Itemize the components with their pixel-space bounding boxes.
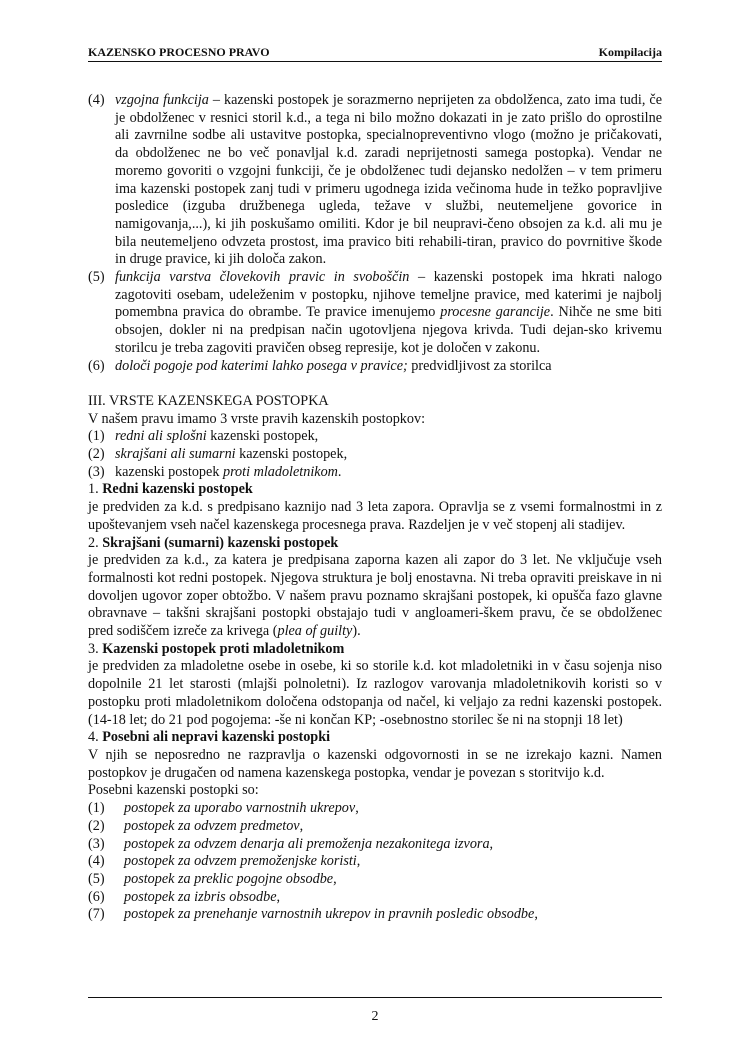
- subsection-body-3: je predviden za mladoletne osebe in osebe, ki so storile k.d. kot mladoletniki in v času sojenja niso dopolnile 21 let starosti (mlajši polnoletni). Iz razlogov varovanja mladoletnikovih koristi so v postopku proti mladoletnikom določena odstopanja od načel, ki veljajo za redni kazenski postopek. (14-18 let; do 21 pod pogojema: -še ni končan KP; -osebnostno storilec še ni na stopnji 18 let): [88, 658, 662, 728]
- header-title: KAZENSKO PROCESNO PRAVO: [88, 45, 270, 59]
- subsection-number: 3.: [88, 640, 103, 657]
- item-punct: ,: [276, 888, 281, 905]
- item-punct: ,: [333, 870, 337, 887]
- body-text: je predviden za k.d., za katera je predpisana zaporna kazen ali zapor do 3 let. Ne vključuje vseh formalnosti kot redni postopek. Njegova struktura je bolj enostavna. Ni treba opraviti preiskave in ni dovoljen ugovor zoper obtožbo. V našem pravu poznamo skrajšani postopek, ki opušča fazo glavne obravnave – takšni skrajšani postopki obstajajo tudi v angloameri-škem pravu, če se obdolženec pred sodiščem izreče za krivega (: [88, 552, 662, 640]
- special-item-6: [88, 889, 662, 907]
- footer-divider: [88, 997, 662, 998]
- subsection-heading-1: [88, 481, 662, 499]
- subsection-body-2: [88, 552, 662, 641]
- item-number: (7): [88, 906, 105, 923]
- spacer: [88, 375, 662, 393]
- item-number: (1): [88, 428, 105, 445]
- special-list-intro: Posebni kazenski postopki so:: [88, 782, 259, 799]
- item-text: kazenski postopek: [115, 463, 223, 480]
- item-text: postopek za odvzem denarja ali premoženja nezakonitega izvora: [124, 835, 490, 852]
- subsection-body-4: V njih se neposredno ne razpravlja o kazenski odgovornosti in se ne izrekajo kazni. Namen postopkov je drugačen od namena kazenskega postopka, vendar je povezan s storitvijo k.d.: [88, 747, 662, 781]
- item-text: postopek za izbris obsodbe: [124, 888, 277, 905]
- item-punct: ,: [534, 906, 538, 923]
- special-item-5: [88, 871, 662, 889]
- item-term: skrajšani ali sumarni: [115, 446, 236, 463]
- function-item-4: [88, 92, 662, 269]
- item-term: redni ali splošni: [115, 428, 207, 445]
- item-number: (4): [88, 92, 105, 108]
- subsection-number: 4.: [88, 729, 103, 746]
- function-item-6: [88, 358, 662, 376]
- subsection-title: Redni kazenski postopek: [102, 481, 253, 498]
- subsection-title: Posebni ali nepravi kazenski postopki: [102, 729, 331, 746]
- page-number: 2: [371, 1009, 379, 1024]
- item-text: postopek za uporabo varnostnih ukrepov: [124, 800, 356, 817]
- item-text: postopek za odvzem premoženjske koristi: [124, 853, 357, 870]
- section-heading: III. VRSTE KAZENSKEGA POSTOPKA: [88, 392, 329, 409]
- item-number: (6): [88, 888, 105, 905]
- special-item-1: [88, 800, 662, 818]
- item-text: – kazenski postopek ima hkrati nalogo zagotoviti osebam, udeleženim v postopku, njihove temeljne pravice, med katerimi je najbolj pomembna pravica do obrambe. Te pravice imenujemo: [115, 269, 662, 321]
- item-punct: ,: [356, 853, 361, 870]
- item-term-2: procesne garancije: [440, 304, 551, 321]
- type-item-3: [88, 464, 662, 482]
- item-text: postopek za odvzem predmetov: [124, 817, 300, 834]
- special-item-4: [88, 853, 662, 871]
- subsection-body-1: je predviden za k.d. s predpisano kaznijo nad 3 leta zapora. Opravlja se z vsemi formalnostmi in z upoštevanjem vseh načel kazenskega procesnega prava. Razdeljen je v več stopenj ali stadijev.: [88, 499, 662, 533]
- item-term: vzgojna funkcija: [115, 92, 209, 108]
- item-number: (5): [88, 870, 105, 887]
- function-item-5: [88, 269, 662, 358]
- item-text-2: . Nihče ne sme biti obsojen, dokler ni na predpisan način ugotovljena njegova krivda. Tudi dejan-sko krivemu storilcu je treba zagoviti pravičen obseg represije, kot je določen v zakonu.: [115, 304, 662, 356]
- item-term: določi pogoje pod katerimi lahko posega v pravice;: [115, 357, 408, 374]
- item-number: (6): [88, 357, 105, 374]
- item-number: (2): [88, 446, 105, 463]
- type-item-1: [88, 428, 662, 446]
- item-number: (5): [88, 269, 105, 286]
- subsection-heading-3: [88, 641, 662, 659]
- item-punct: ,: [355, 800, 359, 817]
- item-number: (4): [88, 853, 105, 870]
- item-text: kazenski postopek,: [235, 446, 348, 463]
- special-item-3: [88, 836, 662, 854]
- item-punct: ,: [299, 817, 304, 834]
- header-label: Kompilacija: [598, 45, 662, 59]
- special-item-2: [88, 818, 662, 836]
- item-text: predvidljivost za storilca: [407, 357, 552, 374]
- running-header: [88, 44, 662, 62]
- subsection-number: 1.: [88, 481, 103, 498]
- subsection-number: 2.: [88, 534, 103, 551]
- item-number: (1): [88, 800, 105, 817]
- body-italic: plea of guilty: [277, 623, 353, 640]
- page-content: [88, 92, 662, 924]
- body-end: ).: [352, 623, 361, 640]
- subsection-heading-2: [88, 535, 662, 553]
- subsection-title: Kazenski postopek proti mladoletnikom: [102, 640, 345, 657]
- section-intro: V našem pravu imamo 3 vrste pravih kazenskih postopkov:: [88, 410, 426, 427]
- item-punct: ,: [489, 835, 494, 852]
- special-item-7: [88, 906, 662, 924]
- item-number: (3): [88, 835, 105, 852]
- item-text: kazenski postopek,: [206, 428, 319, 445]
- item-text: postopek za preklic pogojne obsodbe: [124, 870, 334, 887]
- item-number: (2): [88, 817, 105, 834]
- item-number: (3): [88, 463, 105, 480]
- type-item-2: [88, 446, 662, 464]
- item-term: proti mladoletnikom: [222, 463, 338, 480]
- item-text: – kazenski postopek je sorazmerno neprijeten za obdolženca, zato ima tudi, če je obdolženec v resnici storil k.d., a tega ni bilo možno dokazati in je zato prišlo do oprostilne ali zavrnilne sodbe ali ustavitve postopka, specialnopreventivno vlogo (možno je pričakovati, da obdolženec ne bo več ponavljal k.d. zaradi neprijetnosti samega postopka). Vendar ne moremo govoriti o vzgojni funkciji, če je obdolženec tudi dejansko nedolžen – v tem primeru ima kazenski postopek zanj tudi v primeru ugodnega izida večinoma hude in težko popravljive posledice (izguba družbenega ugleda, težave v službi, neutemeljene govorice in namigovanja,...), ki jih poskušamo omiliti. Kdor je bil neupravi-čeno obsojen za k.d. ali mu je bila neutemeljeno odvzeta prostost, ima pravico biti rehabili-tiran, pravico do povrnitive škode in druge pravice, ki jih določa zakon.: [115, 92, 662, 268]
- subsection-title: Skrajšani (sumarni) kazenski postopek: [102, 534, 339, 551]
- subsection-heading-4: [88, 729, 662, 747]
- item-punct: .: [337, 463, 342, 480]
- item-text: postopek za prenehanje varnostnih ukrepov in pravnih posledic obsodbe: [124, 906, 535, 923]
- item-term: funkcija varstva človekovih pravic in svoboščin: [115, 269, 410, 286]
